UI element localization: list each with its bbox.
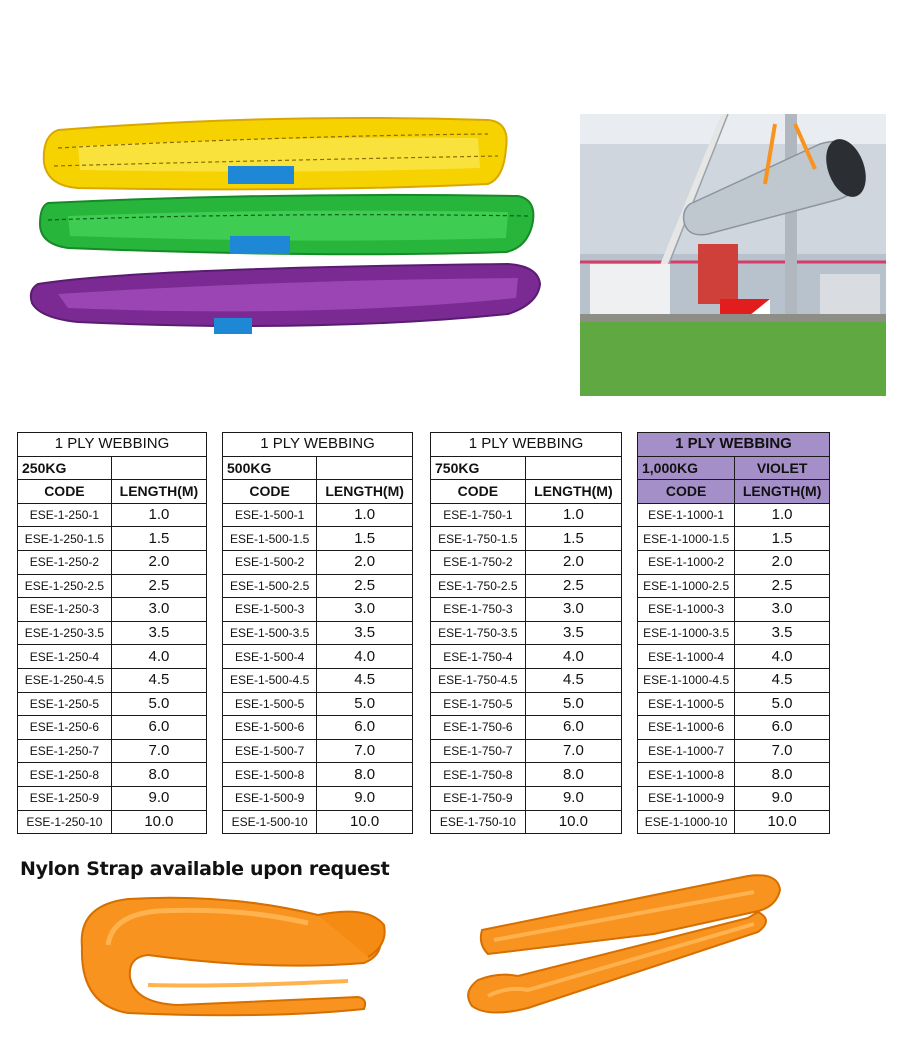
table-row (638, 786, 830, 810)
table-row (223, 763, 413, 787)
length-cell: 1.0 (735, 503, 830, 527)
code-cell: ESE-1-500-9 (223, 786, 317, 810)
length-cell: 8.0 (317, 763, 413, 787)
table-row (431, 739, 622, 763)
table-row (223, 739, 413, 763)
length-cell: 9.0 (111, 786, 206, 810)
code-cell: ESE-1-750-3 (431, 598, 526, 622)
code-cell: ESE-1-500-5 (223, 692, 317, 716)
length-cell: 2.5 (317, 574, 413, 598)
table-title: 1 PLY WEBBING (638, 433, 830, 457)
length-header: LENGTH(M) (317, 480, 413, 504)
length-cell: 10.0 (735, 810, 830, 834)
table-row (18, 503, 207, 527)
length-header: LENGTH(M) (111, 480, 206, 504)
length-cell: 10.0 (525, 810, 621, 834)
table-row (638, 527, 830, 551)
length-cell: 4.5 (317, 668, 413, 692)
length-cell: 10.0 (111, 810, 206, 834)
length-cell: 1.5 (111, 527, 206, 551)
code-cell: ESE-1-1000-8 (638, 763, 735, 787)
code-cell: ESE-1-750-7 (431, 739, 526, 763)
length-cell: 10.0 (317, 810, 413, 834)
table-row (223, 786, 413, 810)
code-cell: ESE-1-250-4.5 (18, 668, 112, 692)
length-cell: 4.5 (735, 668, 830, 692)
code-cell: ESE-1-1000-7 (638, 739, 735, 763)
code-header: CODE (18, 480, 112, 504)
table-row (638, 763, 830, 787)
code-cell: ESE-1-250-8 (18, 763, 112, 787)
length-cell: 2.0 (735, 550, 830, 574)
table-row (638, 668, 830, 692)
length-cell: 4.5 (111, 668, 206, 692)
table-row (638, 716, 830, 740)
code-cell: ESE-1-750-10 (431, 810, 526, 834)
table-title: 1 PLY WEBBING (431, 433, 622, 457)
length-cell: 2.0 (111, 550, 206, 574)
table-row (223, 598, 413, 622)
table-row (18, 645, 207, 669)
nylon-strap-note: Nylon Strap available upon request (20, 858, 390, 880)
code-cell: ESE-1-500-8 (223, 763, 317, 787)
violet-sling (31, 264, 540, 334)
length-cell: 8.0 (111, 763, 206, 787)
code-cell: ESE-1-250-5 (18, 692, 112, 716)
table-row (638, 810, 830, 834)
nylon-strap-flat-picture (458, 868, 786, 1020)
length-cell: 6.0 (525, 716, 621, 740)
length-cell: 1.5 (735, 527, 830, 551)
code-cell: ESE-1-750-6 (431, 716, 526, 740)
code-cell: ESE-1-1000-6 (638, 716, 735, 740)
length-cell: 6.0 (317, 716, 413, 740)
table-row (18, 716, 207, 740)
code-cell: ESE-1-1000-2.5 (638, 574, 735, 598)
code-cell: ESE-1-500-1 (223, 503, 317, 527)
table-row (431, 645, 622, 669)
table-row (638, 550, 830, 574)
length-cell: 7.0 (525, 739, 621, 763)
table-row (18, 739, 207, 763)
code-cell: ESE-1-250-3.5 (18, 621, 112, 645)
code-cell: ESE-1-250-2.5 (18, 574, 112, 598)
color-cell (111, 456, 206, 480)
length-header: LENGTH(M) (525, 480, 621, 504)
yellow-sling (44, 118, 507, 189)
length-cell: 2.0 (525, 550, 621, 574)
spec-table-500kg (222, 432, 413, 834)
length-cell: 5.0 (111, 692, 206, 716)
code-cell: ESE-1-750-4 (431, 645, 526, 669)
code-cell: ESE-1-750-1.5 (431, 527, 526, 551)
spec-table-750kg (430, 432, 622, 834)
code-cell: ESE-1-250-1 (18, 503, 112, 527)
green-sling-label (230, 236, 290, 254)
length-cell: 7.0 (735, 739, 830, 763)
yellow-sling-label (228, 166, 294, 184)
length-cell: 2.0 (317, 550, 413, 574)
code-cell: ESE-1-250-4 (18, 645, 112, 669)
table-row (431, 692, 622, 716)
length-cell: 1.0 (525, 503, 621, 527)
length-cell: 7.0 (317, 739, 413, 763)
table-row (223, 810, 413, 834)
length-cell: 2.5 (525, 574, 621, 598)
code-cell: ESE-1-250-3 (18, 598, 112, 622)
code-cell: ESE-1-750-3.5 (431, 621, 526, 645)
length-cell: 1.5 (525, 527, 621, 551)
code-cell: ESE-1-1000-3.5 (638, 621, 735, 645)
length-header: LENGTH(M) (735, 480, 830, 504)
table-row (431, 810, 622, 834)
code-cell: ESE-1-500-6 (223, 716, 317, 740)
length-cell: 3.5 (317, 621, 413, 645)
table-row (223, 716, 413, 740)
code-header: CODE (223, 480, 317, 504)
length-cell: 5.0 (525, 692, 621, 716)
length-cell: 1.0 (111, 503, 206, 527)
code-cell: ESE-1-250-9 (18, 786, 112, 810)
code-cell: ESE-1-750-8 (431, 763, 526, 787)
code-cell: ESE-1-250-7 (18, 739, 112, 763)
capacity-cell: 750KG (431, 456, 526, 480)
code-header: CODE (638, 480, 735, 504)
table-row (431, 503, 622, 527)
code-cell: ESE-1-750-2.5 (431, 574, 526, 598)
table-row (223, 550, 413, 574)
table-row (223, 527, 413, 551)
table-row (18, 763, 207, 787)
table-row (18, 786, 207, 810)
length-cell: 8.0 (735, 763, 830, 787)
length-cell: 1.0 (317, 503, 413, 527)
code-cell: ESE-1-500-2.5 (223, 574, 317, 598)
table-row (223, 503, 413, 527)
spec-table-250kg (17, 432, 207, 834)
green-sling (40, 195, 533, 254)
code-cell: ESE-1-500-1.5 (223, 527, 317, 551)
webbing-slings-picture (18, 108, 548, 353)
length-cell: 4.0 (317, 645, 413, 669)
length-cell: 9.0 (525, 786, 621, 810)
code-cell: ESE-1-750-4.5 (431, 668, 526, 692)
length-cell: 3.5 (525, 621, 621, 645)
table-row (638, 503, 830, 527)
table-row (431, 668, 622, 692)
color-cell: VIOLET (735, 456, 830, 480)
table-row (18, 668, 207, 692)
length-cell: 3.0 (525, 598, 621, 622)
table-row (638, 739, 830, 763)
table-row (223, 621, 413, 645)
table-row (18, 621, 207, 645)
length-cell: 1.5 (317, 527, 413, 551)
table-row (638, 574, 830, 598)
capacity-cell: 500KG (223, 456, 317, 480)
capacity-cell: 1,000KG (638, 456, 735, 480)
code-cell: ESE-1-500-10 (223, 810, 317, 834)
length-cell: 4.0 (525, 645, 621, 669)
crane-lifting-photo (580, 114, 886, 396)
code-cell: ESE-1-500-7 (223, 739, 317, 763)
code-cell: ESE-1-500-4 (223, 645, 317, 669)
table-row (223, 574, 413, 598)
table-row (223, 645, 413, 669)
code-cell: ESE-1-500-3 (223, 598, 317, 622)
table-title: 1 PLY WEBBING (18, 433, 207, 457)
length-cell: 4.5 (525, 668, 621, 692)
table-row (638, 598, 830, 622)
length-cell: 2.5 (735, 574, 830, 598)
length-cell: 7.0 (111, 739, 206, 763)
code-cell: ESE-1-750-9 (431, 786, 526, 810)
table-row (223, 668, 413, 692)
length-cell: 6.0 (735, 716, 830, 740)
code-cell: ESE-1-250-1.5 (18, 527, 112, 551)
code-cell: ESE-1-1000-3 (638, 598, 735, 622)
color-cell (525, 456, 621, 480)
code-cell: ESE-1-1000-10 (638, 810, 735, 834)
length-cell: 5.0 (317, 692, 413, 716)
table-row (638, 692, 830, 716)
length-cell: 3.0 (735, 598, 830, 622)
table-row (431, 550, 622, 574)
table-row (431, 527, 622, 551)
code-cell: ESE-1-1000-4 (638, 645, 735, 669)
code-cell: ESE-1-1000-5 (638, 692, 735, 716)
length-cell: 4.0 (735, 645, 830, 669)
code-cell: ESE-1-500-3.5 (223, 621, 317, 645)
table-row (638, 621, 830, 645)
code-cell: ESE-1-750-2 (431, 550, 526, 574)
code-cell: ESE-1-750-5 (431, 692, 526, 716)
length-cell: 2.5 (111, 574, 206, 598)
table-row (638, 645, 830, 669)
table-row (18, 574, 207, 598)
code-cell: ESE-1-1000-1 (638, 503, 735, 527)
length-cell: 3.0 (317, 598, 413, 622)
length-cell: 4.0 (111, 645, 206, 669)
code-cell: ESE-1-250-2 (18, 550, 112, 574)
table-row (431, 716, 622, 740)
code-cell: ESE-1-250-6 (18, 716, 112, 740)
code-cell: ESE-1-1000-1.5 (638, 527, 735, 551)
table-row (431, 598, 622, 622)
code-cell: ESE-1-1000-4.5 (638, 668, 735, 692)
code-cell: ESE-1-250-10 (18, 810, 112, 834)
table-row (431, 621, 622, 645)
length-cell: 5.0 (735, 692, 830, 716)
length-cell: 9.0 (735, 786, 830, 810)
length-cell: 3.5 (735, 621, 830, 645)
color-cell (317, 456, 413, 480)
length-cell: 3.0 (111, 598, 206, 622)
code-cell: ESE-1-500-4.5 (223, 668, 317, 692)
table-row (18, 550, 207, 574)
nylon-strap-folded-picture (68, 885, 388, 1020)
violet-sling-label (214, 318, 252, 334)
table-row (18, 527, 207, 551)
length-cell: 8.0 (525, 763, 621, 787)
code-cell: ESE-1-500-2 (223, 550, 317, 574)
table-row (18, 598, 207, 622)
code-cell: ESE-1-1000-2 (638, 550, 735, 574)
table-row (223, 692, 413, 716)
code-cell: ESE-1-1000-9 (638, 786, 735, 810)
table-row (431, 786, 622, 810)
length-cell: 6.0 (111, 716, 206, 740)
lawn (580, 314, 886, 396)
code-header: CODE (431, 480, 526, 504)
table-row (431, 574, 622, 598)
code-cell: ESE-1-750-1 (431, 503, 526, 527)
length-cell: 9.0 (317, 786, 413, 810)
length-cell: 3.5 (111, 621, 206, 645)
table-title: 1 PLY WEBBING (223, 433, 413, 457)
table-row (431, 763, 622, 787)
capacity-cell: 250KG (18, 456, 112, 480)
table-row (18, 692, 207, 716)
spec-table-1000kg (637, 432, 830, 834)
table-row (18, 810, 207, 834)
